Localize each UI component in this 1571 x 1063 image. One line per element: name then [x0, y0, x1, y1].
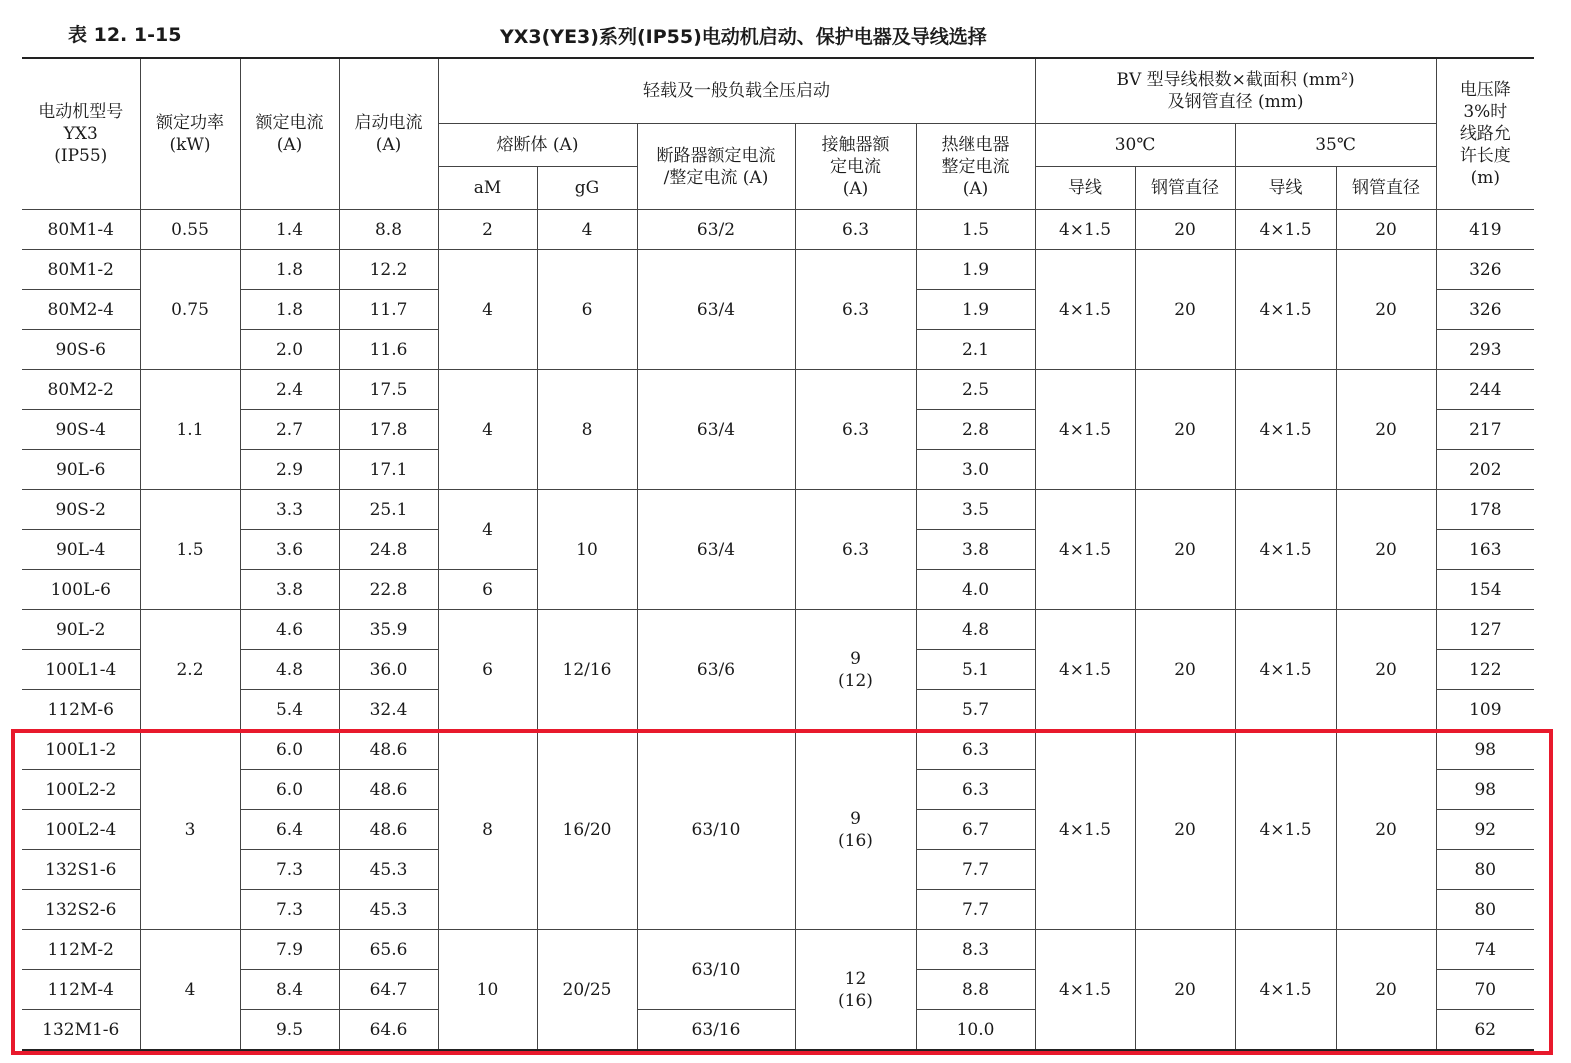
relay-cell: 3.0	[916, 450, 1035, 490]
wire30-cell: 4×1.5	[1035, 930, 1135, 1051]
model-cell: 100L2-2	[22, 770, 140, 810]
model-cell: 100L-6	[22, 570, 140, 610]
length-cell: 154	[1436, 570, 1534, 610]
relay-cell: 1.9	[916, 290, 1035, 330]
pipe30-header: 钢管直径	[1135, 167, 1235, 210]
wire30-cell: 4×1.5	[1035, 210, 1135, 250]
start-current-cell: 12.2	[339, 250, 438, 290]
start-current-cell: 11.6	[339, 330, 438, 370]
gg-fuse-cell: 8	[537, 370, 637, 490]
header-label: 额定功率 (kW)	[156, 113, 224, 155]
model-cell: 112M-6	[22, 690, 140, 730]
temp-35-header: 35℃	[1235, 124, 1436, 167]
model-cell: 100L1-4	[22, 650, 140, 690]
contactor-cell: 9 (12)	[795, 610, 916, 730]
relay-cell: 6.7	[916, 810, 1035, 850]
contactor-cell: 6.3	[795, 250, 916, 370]
fuse-header: 熔断体 (A)	[438, 124, 637, 167]
pipe30-cell: 20	[1135, 210, 1235, 250]
pipe30-cell: 20	[1135, 610, 1235, 730]
rated-current-cell: 7.3	[240, 850, 339, 890]
header-label: 断路器额定电流 /整定电流 (A)	[656, 145, 776, 188]
breaker-cell: 63/10	[637, 930, 795, 1010]
motor-selection-table	[22, 57, 1534, 1051]
model-cell: 90S-4	[22, 410, 140, 450]
pipe30-cell: 20	[1135, 930, 1235, 1051]
start-current-cell: 17.1	[339, 450, 438, 490]
model-cell: 132S2-6	[22, 890, 140, 930]
length-cell: 122	[1436, 650, 1534, 690]
start-current-cell: 32.4	[339, 690, 438, 730]
contactor-cell: 6.3	[795, 210, 916, 250]
length-cell: 80	[1436, 850, 1534, 890]
wire30-cell: 4×1.5	[1035, 610, 1135, 730]
temp-30-header: 30℃	[1035, 124, 1235, 167]
table-number: 表 12. 1-15	[68, 24, 182, 46]
rated-current-cell: 7.3	[240, 890, 339, 930]
am-fuse-cell: 4	[438, 370, 537, 490]
rated-current-cell: 3.6	[240, 530, 339, 570]
gg-fuse-cell: 6	[537, 250, 637, 370]
rated-current-cell: 6.4	[240, 810, 339, 850]
relay-cell: 4.8	[916, 610, 1035, 650]
length-cell: 293	[1436, 330, 1534, 370]
length-cell: 74	[1436, 930, 1534, 970]
relay-cell: 5.1	[916, 650, 1035, 690]
table-row	[22, 210, 1534, 250]
table-row	[22, 610, 1534, 650]
gg-fuse-cell: 16/20	[537, 730, 637, 930]
relay-cell: 5.7	[916, 690, 1035, 730]
relay-header	[916, 124, 1035, 210]
relay-cell: 8.3	[916, 930, 1035, 970]
model-cell: 90S-6	[22, 330, 140, 370]
power-cell: 0.55	[140, 210, 240, 250]
start-current-cell: 22.8	[339, 570, 438, 610]
length-cell: 419	[1436, 210, 1534, 250]
breaker-cell: 63/4	[637, 250, 795, 370]
table-body	[22, 210, 1534, 1051]
header-label: 电压降 3%时 线路允 许长度 (m)	[1459, 80, 1511, 188]
length-cell: 202	[1436, 450, 1534, 490]
rated-current-cell: 3.3	[240, 490, 339, 530]
relay-cell: 1.9	[916, 250, 1035, 290]
start-current-cell: 48.6	[339, 810, 438, 850]
am-fuse-cell: 4	[438, 250, 537, 370]
start-current-cell: 48.6	[339, 730, 438, 770]
pipe35-header: 钢管直径	[1336, 167, 1436, 210]
model-cell: 80M1-4	[22, 210, 140, 250]
relay-cell: 2.8	[916, 410, 1035, 450]
model-cell: 100L1-2	[22, 730, 140, 770]
header-label: 热继电器 整定电流 (A)	[941, 134, 1010, 199]
header-label: 电动机型号 YX3 (IP55)	[38, 102, 124, 166]
rated-current-cell: 6.0	[240, 770, 339, 810]
start-current-cell: 45.3	[339, 850, 438, 890]
rated-current-cell: 5.4	[240, 690, 339, 730]
power-cell: 2.2	[140, 610, 240, 730]
am-fuse-cell: 10	[438, 930, 537, 1051]
col-power-header	[140, 58, 240, 210]
wire35-cell: 4×1.5	[1235, 730, 1336, 930]
start-current-cell: 64.6	[339, 1010, 438, 1051]
wire35-cell: 4×1.5	[1235, 250, 1336, 370]
start-current-cell: 8.8	[339, 210, 438, 250]
breaker-cell: 63/6	[637, 610, 795, 730]
wire35-cell: 4×1.5	[1235, 610, 1336, 730]
relay-cell: 7.7	[916, 850, 1035, 890]
start-current-cell: 48.6	[339, 770, 438, 810]
rated-current-cell: 6.0	[240, 730, 339, 770]
length-cell: 178	[1436, 490, 1534, 530]
am-fuse-cell: 2	[438, 210, 537, 250]
model-cell: 112M-2	[22, 930, 140, 970]
breaker-header	[637, 124, 795, 210]
rated-current-cell: 7.9	[240, 930, 339, 970]
rated-current-cell: 8.4	[240, 970, 339, 1010]
am-fuse-cell: 4	[438, 490, 537, 570]
relay-cell: 3.5	[916, 490, 1035, 530]
model-cell: 132M1-6	[22, 1010, 140, 1051]
relay-cell: 1.5	[916, 210, 1035, 250]
rated-current-cell: 1.8	[240, 250, 339, 290]
start-current-cell: 36.0	[339, 650, 438, 690]
length-cell: 326	[1436, 250, 1534, 290]
power-cell: 4	[140, 930, 240, 1051]
rated-current-cell: 3.8	[240, 570, 339, 610]
power-cell: 3	[140, 730, 240, 930]
group-start-header: 轻载及一般负载全压启动	[438, 58, 1035, 124]
length-cell: 70	[1436, 970, 1534, 1010]
col-rated-current-header	[240, 58, 339, 210]
pipe35-cell: 20	[1336, 210, 1436, 250]
length-cell: 217	[1436, 410, 1534, 450]
relay-cell: 4.0	[916, 570, 1035, 610]
pipe30-cell: 20	[1135, 730, 1235, 930]
power-cell: 1.5	[140, 490, 240, 610]
table-row	[22, 370, 1534, 410]
start-current-cell: 25.1	[339, 490, 438, 530]
wire30-cell: 4×1.5	[1035, 730, 1135, 930]
relay-cell: 7.7	[916, 890, 1035, 930]
contactor-cell: 6.3	[795, 490, 916, 610]
rated-current-cell: 2.7	[240, 410, 339, 450]
start-current-cell: 17.5	[339, 370, 438, 410]
table-row	[22, 730, 1534, 770]
table-header	[0, 0, 1571, 56]
relay-cell: 10.0	[916, 1010, 1035, 1051]
pipe35-cell: 20	[1336, 930, 1436, 1051]
wire35-cell: 4×1.5	[1235, 210, 1336, 250]
relay-cell: 8.8	[916, 970, 1035, 1010]
pipe35-cell: 20	[1336, 250, 1436, 370]
relay-cell: 6.3	[916, 730, 1035, 770]
table-row	[22, 250, 1534, 290]
rated-current-cell: 2.0	[240, 330, 339, 370]
model-cell: 80M2-2	[22, 370, 140, 410]
pipe35-cell: 20	[1336, 370, 1436, 490]
length-cell: 80	[1436, 890, 1534, 930]
header-label: 启动电流 (A)	[354, 113, 423, 155]
rated-current-cell: 9.5	[240, 1010, 339, 1051]
wire30-cell: 4×1.5	[1035, 370, 1135, 490]
relay-cell: 6.3	[916, 770, 1035, 810]
breaker-cell: 63/4	[637, 370, 795, 490]
pipe35-cell: 20	[1336, 490, 1436, 610]
length-cell: 62	[1436, 1010, 1534, 1051]
col-model-header	[22, 58, 140, 210]
pipe30-cell: 20	[1135, 490, 1235, 610]
breaker-cell: 63/2	[637, 210, 795, 250]
model-cell: 132S1-6	[22, 850, 140, 890]
length-cell: 98	[1436, 730, 1534, 770]
wire35-cell: 4×1.5	[1235, 930, 1336, 1051]
table-row	[22, 490, 1534, 530]
gg-fuse-cell: 4	[537, 210, 637, 250]
length-cell: 163	[1436, 530, 1534, 570]
am-header: aM	[438, 167, 537, 210]
pipe30-cell: 20	[1135, 250, 1235, 370]
gg-header: gG	[537, 167, 637, 210]
gg-fuse-cell: 20/25	[537, 930, 637, 1051]
table-row	[22, 930, 1534, 970]
wire35-cell: 4×1.5	[1235, 490, 1336, 610]
rated-current-cell: 4.6	[240, 610, 339, 650]
am-fuse-cell: 6	[438, 610, 537, 730]
start-current-cell: 11.7	[339, 290, 438, 330]
model-cell: 80M1-2	[22, 250, 140, 290]
start-current-cell: 64.7	[339, 970, 438, 1010]
am-fuse-cell: 6	[438, 570, 537, 610]
relay-cell: 2.1	[916, 330, 1035, 370]
length-cell: 98	[1436, 770, 1534, 810]
start-current-cell: 45.3	[339, 890, 438, 930]
contactor-cell: 12 (16)	[795, 930, 916, 1051]
pipe35-cell: 20	[1336, 730, 1436, 930]
table-title: YX3(YE3)系列(IP55)电动机启动、保护电器及导线选择	[500, 26, 987, 48]
model-cell: 90L-2	[22, 610, 140, 650]
model-cell: 80M2-4	[22, 290, 140, 330]
contactor-header	[795, 124, 916, 210]
rated-current-cell: 2.9	[240, 450, 339, 490]
contactor-cell: 9 (16)	[795, 730, 916, 930]
header-label: BV 型导线根数×截面积 (mm²) 及钢管直径 (mm)	[1116, 70, 1355, 112]
start-current-cell: 17.8	[339, 410, 438, 450]
table-container	[22, 57, 1534, 1051]
gg-fuse-cell: 10	[537, 490, 637, 610]
gg-fuse-cell: 12/16	[537, 610, 637, 730]
power-cell: 1.1	[140, 370, 240, 490]
col-length-header	[1436, 58, 1534, 210]
model-cell: 90L-6	[22, 450, 140, 490]
length-cell: 326	[1436, 290, 1534, 330]
rated-current-cell: 2.4	[240, 370, 339, 410]
contactor-cell: 6.3	[795, 370, 916, 490]
pipe30-cell: 20	[1135, 370, 1235, 490]
col-start-current-header	[339, 58, 438, 210]
wire30-header: 导线	[1035, 167, 1135, 210]
start-current-cell: 35.9	[339, 610, 438, 650]
relay-cell: 3.8	[916, 530, 1035, 570]
length-cell: 92	[1436, 810, 1534, 850]
rated-current-cell: 1.4	[240, 210, 339, 250]
start-current-cell: 24.8	[339, 530, 438, 570]
model-cell: 100L2-4	[22, 810, 140, 850]
breaker-cell: 63/16	[637, 1010, 795, 1051]
am-fuse-cell: 8	[438, 730, 537, 930]
length-cell: 244	[1436, 370, 1534, 410]
wire30-cell: 4×1.5	[1035, 490, 1135, 610]
model-cell: 90S-2	[22, 490, 140, 530]
length-cell: 109	[1436, 690, 1534, 730]
breaker-cell: 63/4	[637, 490, 795, 610]
power-cell: 0.75	[140, 250, 240, 370]
header-label: 额定电流 (A)	[255, 113, 324, 155]
wire35-header: 导线	[1235, 167, 1336, 210]
breaker-cell: 63/10	[637, 730, 795, 930]
pipe35-cell: 20	[1336, 610, 1436, 730]
relay-cell: 2.5	[916, 370, 1035, 410]
rated-current-cell: 4.8	[240, 650, 339, 690]
wire30-cell: 4×1.5	[1035, 250, 1135, 370]
group-wire-header	[1035, 58, 1436, 124]
model-cell: 112M-4	[22, 970, 140, 1010]
start-current-cell: 65.6	[339, 930, 438, 970]
rated-current-cell: 1.8	[240, 290, 339, 330]
header-label: 接触器额 定电流 (A)	[821, 134, 890, 199]
model-cell: 90L-4	[22, 530, 140, 570]
length-cell: 127	[1436, 610, 1534, 650]
wire35-cell: 4×1.5	[1235, 370, 1336, 490]
